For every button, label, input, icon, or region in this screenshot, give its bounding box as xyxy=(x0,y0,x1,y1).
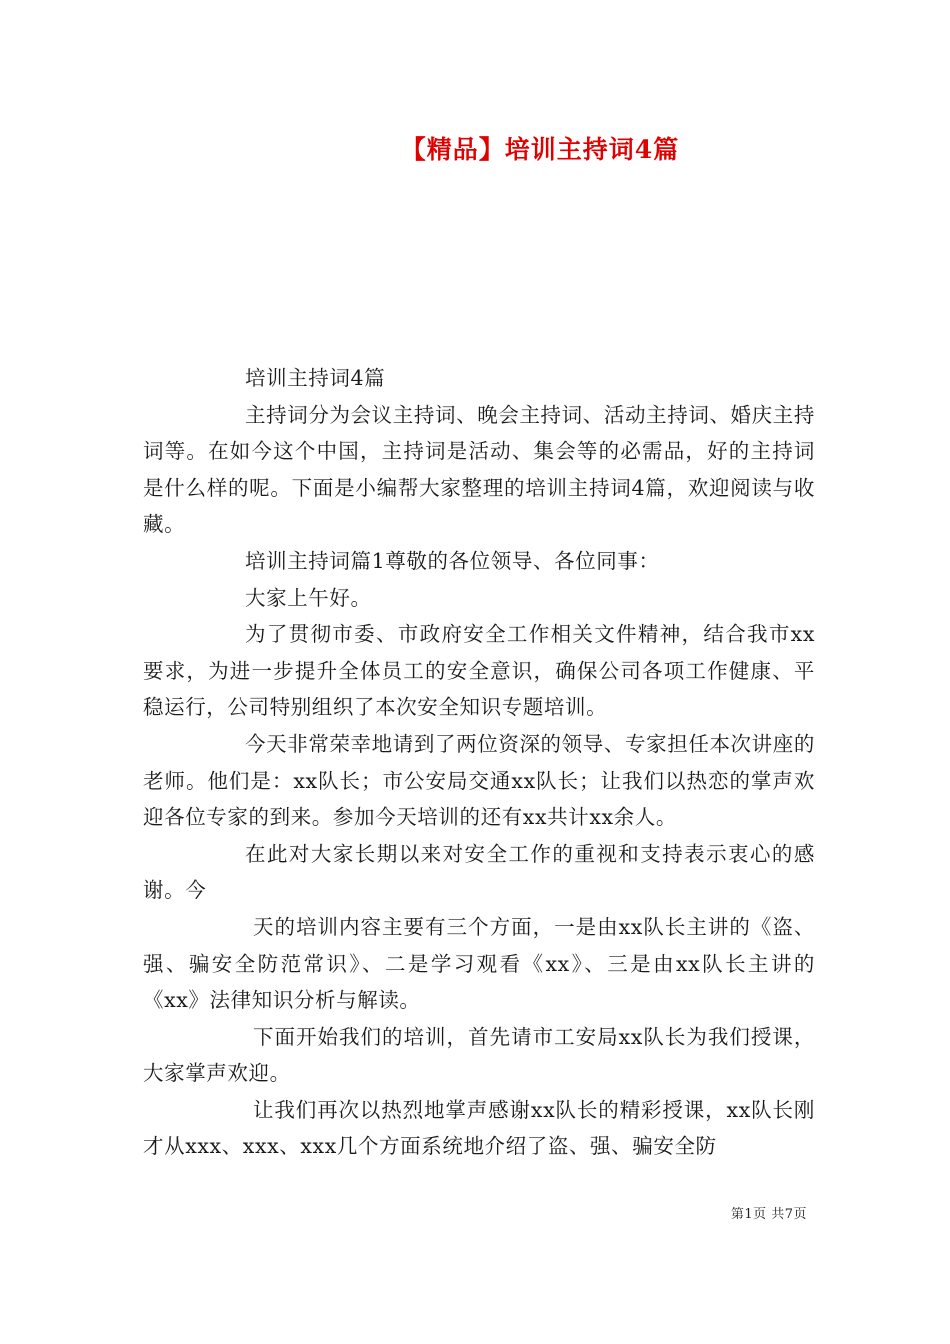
paragraph-greeting: 培训主持词篇1尊敬的各位领导、各位同事： xyxy=(245,548,660,573)
paragraph-heading: 培训主持词4篇 xyxy=(245,366,386,390)
page-number: 第1页 共7页 xyxy=(730,1207,807,1222)
paragraph-start: 下面开始我们的培训，首先请市工安局xx队长为我们授课，大家掌声欢迎。 xyxy=(143,1024,815,1086)
paragraph-good-morning: 大家上午好。 xyxy=(245,585,372,610)
paragraph-purpose: 为了贯彻市委、市政府安全工作相关文件精神，结合我市xx要求，为进一步提升全体员工的安全意识，确保公司各项工作健康、平稳运行，公司特别组织了本次安全知识专题培训。 xyxy=(143,622,815,720)
document-body xyxy=(143,360,815,1165)
paragraph-thanks: 在此对大家长期以来对安全工作的重视和支持表示衷心的感谢。今 xyxy=(143,841,815,903)
paragraph-closing: 让我们再次以热烈地掌声感谢xx队长的精彩授课，xx队长刚才从xxx、xxx、xxx几个方面系统地介绍了盗、强、骗安全防 xyxy=(143,1097,815,1159)
page-title: 【精品】培训主持词4篇 xyxy=(400,135,680,164)
paragraph-intro: 主持词分为会议主持词、晚会主持词、活动主持词、婚庆主持词等。在如今这个中国，主持词是活动、集会等的必需品，好的主持词是什么样的呢。下面是小编帮大家整理的培训主持词4篇，欢迎阅读与收藏。 xyxy=(143,402,815,537)
paragraph-content: 天的培训内容主要有三个方面，一是由xx队长主讲的《盗、强、骗安全防范常识》、二是学习观看《xx》、三是由xx队长主讲的《xx》法律知识分析与解读。 xyxy=(143,914,815,1013)
paragraph-speakers: 今天非常荣幸地请到了两位资深的领导、专家担任本次讲座的老师。他们是：xx队长；市公安局交通xx队长；让我们以热恋的掌声欢迎各位专家的到来。参加今天培训的还有xx共计xx余人。 xyxy=(143,731,815,830)
